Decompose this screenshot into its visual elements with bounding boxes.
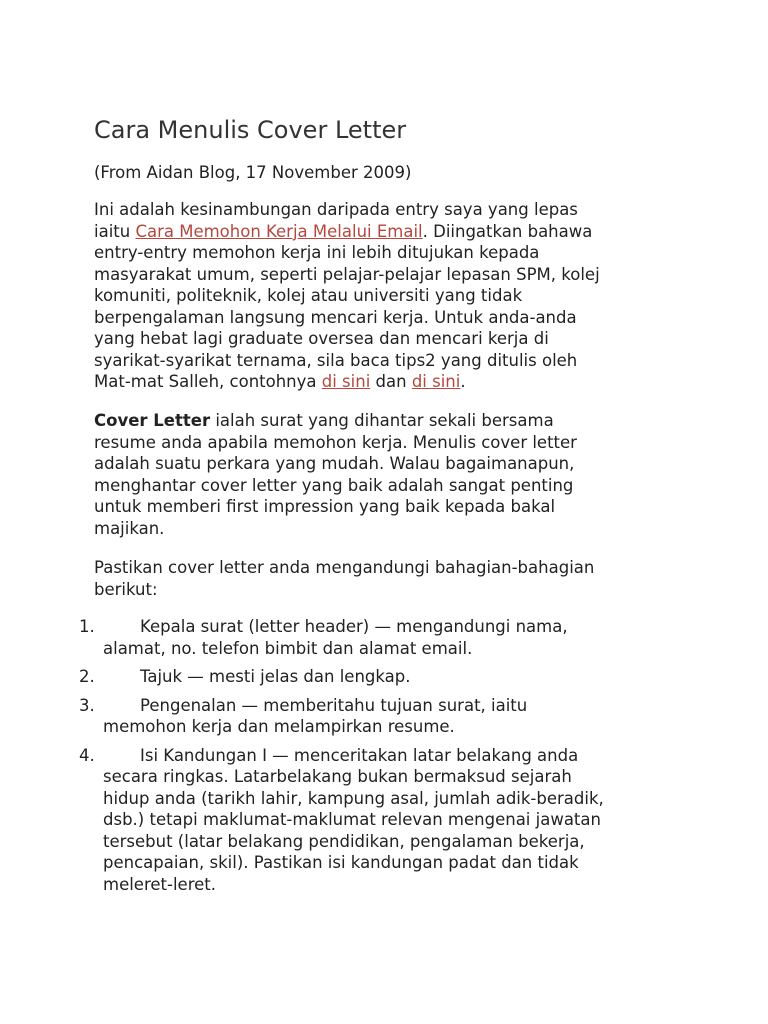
text-line: pencapaian, skil). Pastikan isi kandungan padat dan tidak bbox=[103, 853, 579, 872]
text-line: dsb.) tetapi maklumat-maklumat relevan mengenai jawatan bbox=[103, 810, 601, 829]
text-line: berikut: bbox=[94, 579, 158, 599]
intro-paragraph bbox=[94, 199, 600, 393]
di-sini-link-1[interactable]: di sini bbox=[321, 372, 371, 391]
text-line: komuniti, politeknik, kolej atau universiti yang tidak bbox=[94, 286, 523, 305]
text-line: yang hebat lagi graduate oversea dan mencari kerja di bbox=[94, 329, 549, 348]
text-segment: ialah surat yang dihantar sekali bersama bbox=[210, 411, 554, 430]
text-line: alamat, no. telefon bimbit dan alamat email. bbox=[103, 638, 473, 658]
text-line: berpengalaman langsung mencari kerja. Untuk anda-anda bbox=[94, 307, 577, 327]
text-line: secara ringkas. Latarbelakang bukan bermaksud sejarah bbox=[103, 767, 572, 786]
list-number: 3. bbox=[79, 695, 95, 715]
text-line: Isi Kandungan I — menceritakan latar belakang anda bbox=[140, 745, 579, 765]
list-item bbox=[0, 695, 604, 738]
page-title: Cara Menulis Cover Letter bbox=[94, 116, 407, 144]
list-number: 2. bbox=[79, 667, 95, 686]
text-segment: . bbox=[460, 372, 466, 391]
cover-letter-paragraph bbox=[94, 410, 577, 539]
text-line: adalah suatu perkara yang mudah. Walau bagaimanapun, bbox=[94, 454, 575, 473]
text-line: Ini adalah kesinambungan daripada entry saya yang lepas bbox=[94, 200, 578, 219]
list-item bbox=[0, 745, 604, 896]
cover-letter-sections-list bbox=[0, 616, 604, 902]
text-line: Kepala surat (letter header) — mengandungi nama, bbox=[140, 617, 568, 636]
list-item bbox=[0, 616, 604, 659]
text-line bbox=[94, 410, 577, 432]
text-line: resume anda apabila memohon kerja. Menulis cover letter bbox=[94, 432, 577, 452]
list-number: 1. bbox=[79, 617, 95, 636]
source-line: (From Aidan Blog, 17 November 2009) bbox=[94, 163, 412, 182]
list-item bbox=[0, 666, 604, 688]
list-number: 4. bbox=[79, 745, 95, 765]
text-line bbox=[94, 371, 600, 393]
di-sini-link-2[interactable]: di sini bbox=[411, 372, 461, 391]
text-line bbox=[94, 221, 600, 243]
text-line: untuk memberi first impression yang baik kepada bakal bbox=[94, 497, 556, 516]
text-segment: dan bbox=[370, 372, 412, 391]
text-segment: Mat-mat Salleh, contohnya bbox=[94, 372, 322, 391]
text-line: majikan. bbox=[94, 518, 165, 538]
text-line: menghantar cover letter yang baik adalah sangat penting bbox=[94, 475, 574, 495]
text-line: meleret-leret. bbox=[103, 874, 216, 894]
pastikan-paragraph bbox=[94, 557, 594, 600]
text-segment: . Diingatkan bahawa bbox=[422, 221, 593, 241]
cara-memohon-kerja-link[interactable]: Cara Memohon Kerja Melalui Email bbox=[135, 221, 423, 241]
text-line: Pastikan cover letter anda mengandungi bahagian-bahagian bbox=[94, 558, 595, 577]
text-line: tersebut (latar belakang pendidikan, pengalaman bekerja, bbox=[103, 831, 585, 851]
text-line: Tajuk — mesti jelas dan lengkap. bbox=[140, 667, 411, 686]
text-line: memohon kerja dan melampirkan resume. bbox=[103, 717, 455, 736]
text-line: syarikat-syarikat ternama, sila baca tips2 yang ditulis oleh bbox=[94, 350, 578, 370]
text-line: Pengenalan — memberitahu tujuan surat, iaitu bbox=[140, 695, 528, 715]
text-line: hidup anda (tarikh lahir, kampung asal, jumlah adik-beradik, bbox=[103, 788, 604, 808]
text-line: entry-entry memohon kerja ini lebih ditujukan kepada bbox=[94, 243, 540, 262]
text-segment: iaitu bbox=[94, 221, 136, 241]
text-line: masyarakat umum, seperti pelajar-pelajar lepasan SPM, kolej bbox=[94, 264, 600, 284]
cover-letter-term: Cover Letter bbox=[94, 411, 211, 430]
